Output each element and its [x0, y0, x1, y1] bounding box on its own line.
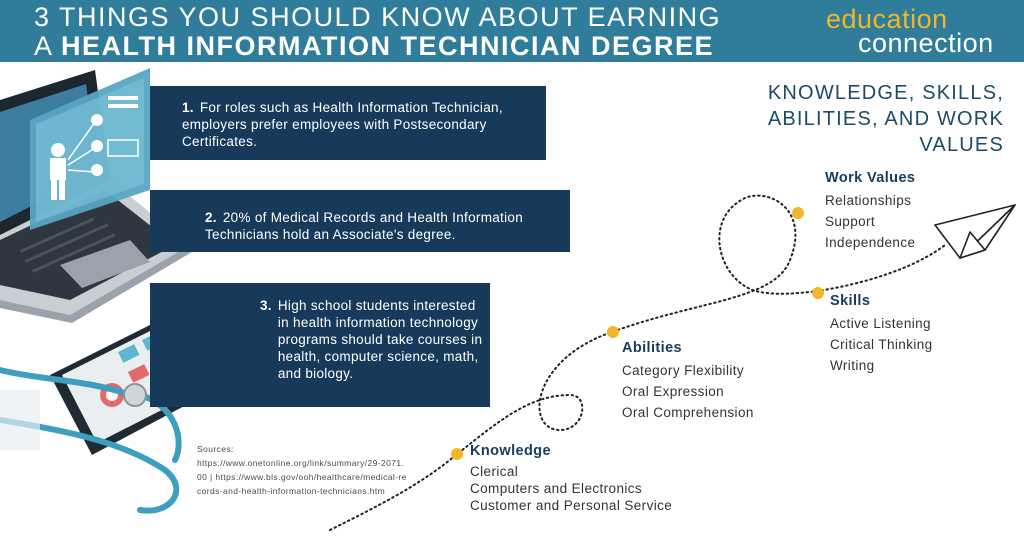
list-item: Computers and Electronics: [470, 481, 643, 496]
fact-number: 1.: [182, 100, 194, 115]
list-item: Writing: [830, 358, 875, 373]
page-title-line2: [34, 31, 714, 62]
paper-plane-icon: [935, 205, 1015, 258]
list-item: Critical Thinking: [830, 337, 933, 352]
fact-panel-3: [150, 283, 490, 407]
abilities-heading: Abilities: [622, 340, 682, 356]
list-item: Clerical: [470, 464, 519, 479]
fact-text: For roles such as Health Information Technician, employers prefer employees with Postsecondary Certificates.: [182, 100, 503, 149]
work-values-marker: [792, 207, 804, 219]
list-item: Customer and Personal Service: [470, 498, 673, 513]
list-item: Relationships: [825, 193, 912, 208]
abilities-group: [622, 340, 754, 423]
fact-text: 20% of Medical Records and Health Information Technicians hold an Associate's degree.: [205, 210, 524, 242]
knowledge-group: [470, 443, 672, 514]
fact-text: High school students interested in health information technology programs should take courses in health, computer science, math, and biology.: [277, 298, 483, 381]
fact-number: 2.: [205, 210, 217, 225]
list-item: Category Flexibility: [622, 363, 745, 378]
logo-word-education: education: [826, 4, 948, 34]
fact-panel-2: [150, 190, 570, 252]
page-title-line1: 3 THINGS YOU SHOULD KNOW ABOUT EARNING: [34, 2, 722, 32]
ksa-heading: KNOWLEDGE, SKILLS, ABILITIES, AND WORK VALUES: [767, 82, 1004, 156]
education-connection-logo: [822, 4, 1022, 60]
work-values-heading: Work Values: [825, 170, 916, 186]
skills-group: [830, 293, 933, 376]
skills-heading: Skills: [830, 293, 871, 309]
sources-label: Sources:: [197, 444, 234, 454]
title-banner: [0, 0, 1024, 62]
logo-word-connection: connection: [858, 28, 994, 58]
knowledge-marker: [451, 448, 463, 460]
skills-marker: [812, 287, 824, 299]
list-item: Active Listening: [830, 316, 931, 331]
list-item: Independence: [825, 235, 916, 250]
stethoscope-chestpiece: [124, 384, 146, 406]
sources-text: https://www.onetonline.org/link/summary/29-2071.00 | https://www.bls.gov/ooh/healthcare/medical-records-and-health-information-technicians.htm: [197, 458, 407, 496]
list-item: Oral Comprehension: [622, 405, 754, 420]
abilities-marker: [607, 326, 619, 338]
fact-number: 3.: [260, 298, 272, 313]
knowledge-heading: Knowledge: [470, 443, 551, 459]
title-prefix: A: [34, 31, 53, 61]
list-item: Support: [825, 214, 876, 229]
fact-panel-1: [150, 86, 546, 160]
title-bold: HEALTH INFORMATION TECHNICIAN DEGREE: [61, 31, 715, 61]
list-item: Oral Expression: [622, 384, 725, 399]
sources-note: [197, 442, 407, 498]
work-values-group: [825, 170, 915, 253]
